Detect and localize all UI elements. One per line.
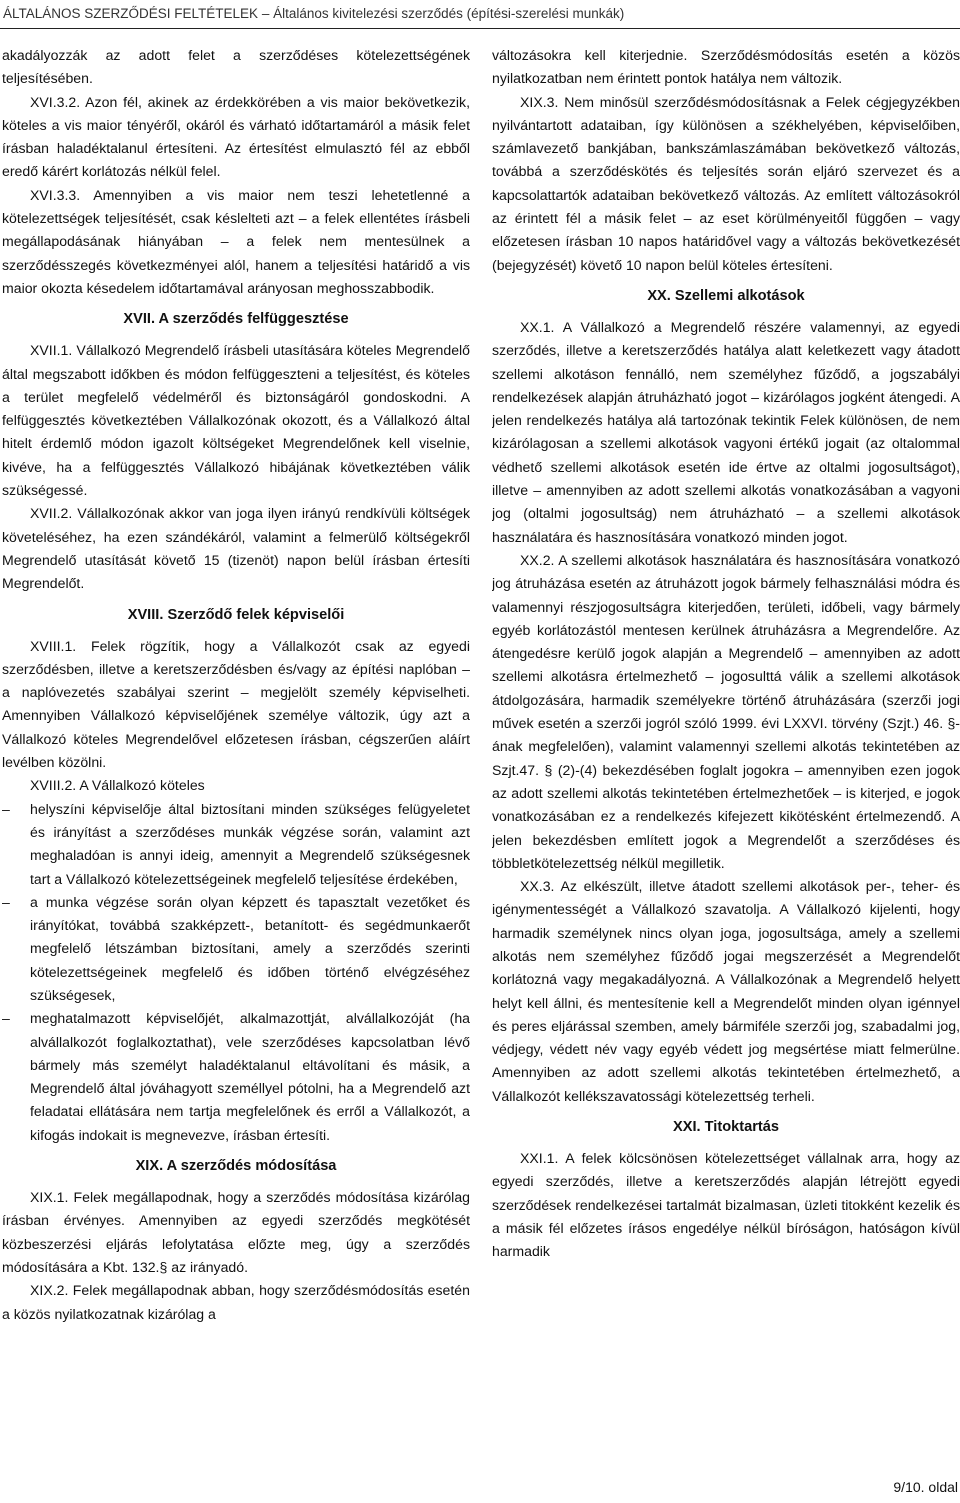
- list-item-text: meghatalmazott képviselőjét, alkalmazottját, alvállalkozóját (ha alvállalkozót foglalkoztathat), vele szerződéses kapcsolatban lévő bármely más személyt haladéktalanul eltávolítani és másik, a Megrendelő által jóváhagyott személlyel pótolni, ha a Megrendelő azt feladatai ellátására nem tartja megfelelőnek és erről a Vállalkozót, a kifogás indokait is megnevezve, írásban értesíti.: [30, 1010, 470, 1143]
- section-heading-xx: XX. Szellemi alkotások: [647, 287, 805, 304]
- page-header: ÁLTALÁNOS SZERZŐDÉSI FELTÉTELEK – Általános kivitelezési szerződés (építési-szerelési munkák): [3, 6, 625, 21]
- page-number: 9/10. oldal: [893, 1479, 958, 1495]
- list-item-text: a munka végzése során olyan képzett és tapasztalt vezetőket és irányítókat, továbbá szakképzett-, betanított- és segédmunkaerőt megfelelő létszámban biztosítani, amely a szerződés szerinti kötelezettségeinek megfelelő és időben történő elvégzéséhez szükségesek,: [30, 893, 470, 1003]
- paragraph: XIX.1. Felek megállapodnak, hogy a szerződés módosítása kizárólag írásban érvényes. Amennyiben az egyedi szerződés megkötését közbeszerzési eljárás lefolytatása előzte meg, úgy a szerződés módosítására a Kbt. 132.§ az irányadó.: [2, 1189, 470, 1275]
- paragraph: XIX.3. Nem minősül szerződésmódosításnak a Felek cégjegyzékben nyilvántartott adataiban, így különösen a székhelyében, képviselőiben, számlavezető bankjában, bankszámlaszámában bekövetkező változás, továbbá a szerződéskötés és teljesítés során eljáró szervezet és a kapcsolattartók adataiban bekövetkező változás. Az említett változásokról az érintett fél a másik felet – az eset körülményeitől függően – vagy előzetesen írásban 10 napos határidővel vagy a változás bekövetkezését (bejegyzését) követő 10 napon belül köteles értesíteni.: [492, 93, 960, 273]
- dash-list: [2, 798, 470, 1147]
- paragraph: XX.1. A Vállalkozó a Megrendelő részére valamennyi, az egyedi szerződés, illetve a keretszerződés hatálya alatt keletkezett vagy átadott szellemi alkotáson fennálló, nem személyhez fűződő, a jogszabályi rendelkezések alapján átruházható jogot – kizárólagos jogként átengedi. A jelen rendelkezés hatálya alá tartozónak tekintik Felek különösen, de nem kizárólagosan a szellemi alkotások vagyoni értékű jogait (az oltalommal védhető szellemi alkotások esetén ide értve az oltalmi jogosultságot), illetve – amennyiben az adott szellemi alkotás vonatkozásában a vagyoni jog (oltalmi jogosultság) nem átruházható – a szellemi alkotások használatára és hasznosítására vonatkozó minden jogot.: [492, 318, 960, 545]
- right-column: [492, 44, 960, 1474]
- paragraph: XVI.3.2. Azon fél, akinek az érdekkörében a vis maior bekövetkezik, köteles a vis maior tényéről, okáról és várható időtartamáról a másik felet írásban haladéktalanul értesíteni. Az értesítést elmulasztó fél az ebből eredő kárért korlátozás nélkül felel.: [2, 93, 470, 180]
- dash-bullet-icon: –: [2, 800, 10, 817]
- list-item: [2, 1007, 470, 1147]
- left-column: [2, 44, 470, 1474]
- paragraph: XVI.3.3. Amennyiben a vis maior nem teszi lehetetlenné a kötelezettségek teljesítését, csak késlelteti azt – a felek ellentétes írásbeli megállapodásának hiányában – a felek nem mentesülnek a szerződésszegés következményei alól, hanem a teljesítési határidő a vis maior okozta késedelem időtartamával arányosan meghosszabbodik.: [2, 186, 470, 296]
- section-heading-xix: XIX. A szerződés módosítása: [135, 1158, 337, 1175]
- paragraph: változásokra kell kiterjednie. Szerződésmódosítás esetén a közös nyilatkozatban nem érintett pontok hatálya nem változik.: [492, 47, 960, 87]
- list-item: [2, 798, 470, 891]
- header-divider: [0, 28, 960, 29]
- paragraph: XX.2. A szellemi alkotások használatára és hasznosítására vonatkozó jog átruházása esetén az átruházott jogok bármely felhasználási módra és valamennyi részjogosultságra kiterjedően, területi, időbeli, vagy bármely egyéb korlátozástól mentesen kerülnek átruházásra a Megrendelőre. Az átengedésre kerülő jogok alapján a Megrendelő – amennyiben az adott szellemi alkotásra értelmezhető – jogosulttá válik a szellemi alkotások átdolgozására, harmadik személyekre történő átruházására (szerzői jogi művek esetén a szerzői jogról szóló 1999. évi LXXVI. törvény (Szjt.) 46. §- ának megfelelően), valamint valamennyi szellemi alkotás tekintetében az Szjt.47. § (2)-(4) bekezdésében foglalt jogokra – amennyiben ezen jogok az adott szellemi alkotás tekintetében értelmezhetőek – is kiterjed, e jogok vonatkozásában ez a rendelkezés kifejezett kikötésként értelmezendő. A jelen bekezdésben említett jogok a Megrendelőt a szerződéses és többletkötelezettség nélkül megilletik.: [492, 551, 960, 871]
- paragraph: XVIII.1. Felek rögzítik, hogy a Vállalkozót csak az egyedi szerződésben, illetve a keretszerződésben és/vagy az építési naplóban – a naplóvezetés szabályai szerint – megjelölt személy képviselheti. Amennyiben Vállalkozó képviselőjének személye változik, úgy azt a Vállalkozó köteles Megrendelővel előzetesen írásban, cégszerűen aláírt levélben közölni.: [2, 637, 470, 771]
- section-heading-xvii: XVII. A szerződés felfüggesztése: [123, 311, 349, 328]
- list-item: [2, 891, 470, 1007]
- dash-bullet-icon: –: [2, 1010, 10, 1027]
- paragraph: XXI.1. A felek kölcsönösen kötelezettséget vállalnak arra, hogy az egyedi szerződés, illetve a keretszerződés alapján létrejött egyedi szerződések rendelkezései tartalmát bizalmasan, üzleti titokként kezelik és a másik fél előzetes írásos engedélye nélkül bíróságon, hatóságon kívül harmadik: [492, 1150, 960, 1260]
- paragraph: XVII.1. Vállalkozó Megrendelő írásbeli utasítására köteles Megrendelő által megszabott időkben és módon felfüggeszteni a teljesítést, és köteles a terület megfelelő védelméről és biztonságáról gondoskodni. A felfüggesztés következtében Vállalkozónak okozott, és a Vállalkozó által hitelt érdemlő módon igazolt költségeket Megrendelőnek kell viselnie, kivéve, ha a felfüggesztés Vállalkozó hibájának következtében válik szükségessé.: [2, 342, 470, 499]
- section-heading-xviii: XVIII. Szerződő felek képviselői: [127, 606, 345, 623]
- paragraph: XVII.2. Vállalkozónak akkor van joga ilyen irányú rendkívüli költségek követeléséhez, ha ezen szándékáról, valamint a felmerülő költségekről Megrendelő utasítását követő 15 (tizenöt) napon belül írásban értesíti Megrendelőt.: [2, 505, 470, 592]
- list-item-text: helyszíni képviselője által biztosítani minden szükséges felügyeletet és irányítást a szerződéses munkák végzése során, valamint azt meghaladóan is annyi ideig, amennyit a Megrendelő szükségesnek tart a Vállalkozó kötelezettségeinek megfelelő teljesítése érdekében,: [30, 800, 470, 887]
- dash-bullet-icon: –: [2, 893, 10, 910]
- paragraph: akadályozzák az adott felet a szerződéses kötelezettségének teljesítésében.: [2, 47, 470, 87]
- section-heading-xxi: XXI. Titoktartás: [673, 1119, 779, 1136]
- paragraph: XIX.2. Felek megállapodnak abban, hogy szerződésmódosítás esetén a közös nyilatkozatnak kizárólag a: [2, 1282, 470, 1322]
- paragraph: XX.3. Az elkészült, illetve átadott szellemi alkotások per-, teher- és igénymentességét a Vállalkozó szavatolja. A Vállalkozó kijelenti, hogy harmadik személynek nincs olyan joga, jogosultsága, amely a szellemi alkotás nem személyhez fűződő jogai megszerzését a Megrendelőt korlátozná vagy megakadályozná. A Vállalkozónak a Megrendelő helyett helyt kell állni, és mentesítenie kell a Megrendelőt minden olyan igénnyel és peres eljárással szemben, amely bármiféle szerzői jog, szabadalmi jog, védjegy, védett név vagy egyéb védett jog megsértése miatt felmerülne. Amennyiben az adott szellemi alkotás tekintetében értelmezhető, a Vállalkozót kellékszavatossági kötelezettség terheli.: [492, 878, 960, 1104]
- paragraph: XVIII.2. A Vállalkozó köteles: [30, 777, 205, 794]
